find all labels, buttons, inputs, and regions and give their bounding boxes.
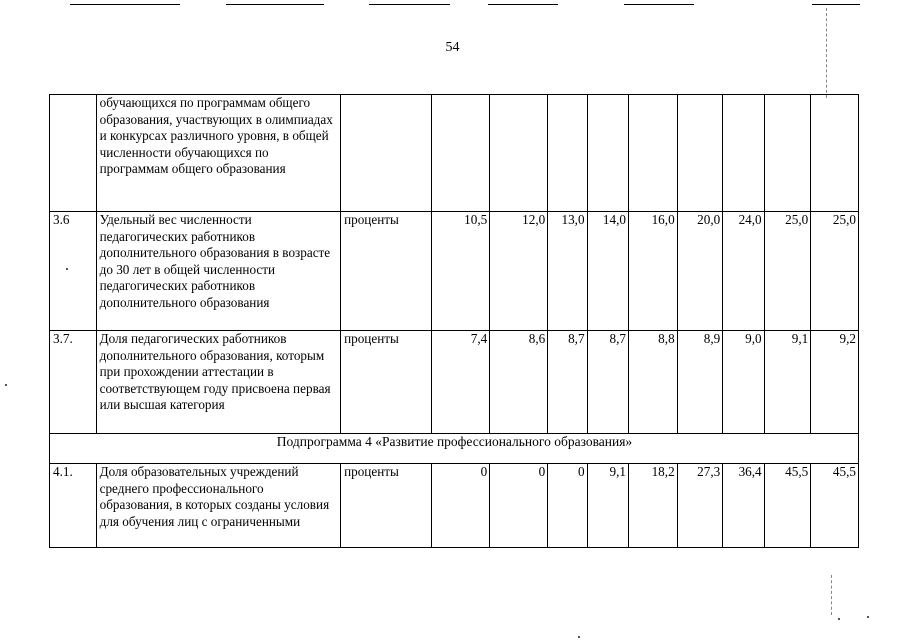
value-cell: 8,8 [628,331,677,434]
value-cell [587,95,628,212]
header-rule-5 [624,4,694,5]
subprogram-header-row [50,434,859,464]
value-cell: 25,0 [811,212,859,331]
value-cell [677,95,723,212]
value-cell: 14,0 [587,212,628,331]
value-cell: 12,0 [490,212,548,331]
value-cell [811,95,859,212]
table-row [50,212,859,331]
scan-artifact-line [826,8,827,98]
value-cell: 25,0 [764,212,811,331]
scan-artifact-dot [867,616,869,618]
indicators-table [49,94,859,548]
value-cell: 16,0 [628,212,677,331]
row-code: 3.7. [50,331,97,434]
value-cell: 8,6 [490,331,548,434]
value-cell [432,95,490,212]
scan-artifact-line [831,575,832,615]
header-rule-2 [226,4,324,5]
header-rule-4 [488,4,558,5]
row-unit [341,95,432,212]
value-cell: 24,0 [723,212,764,331]
value-cell: 36,4 [723,464,764,548]
value-cell: 0 [490,464,548,548]
value-cell: 10,5 [432,212,490,331]
value-cell [548,95,587,212]
value-cell: 9,1 [764,331,811,434]
row-name: обучающихся по программам общего образования, участвующих в олимпиадах и конкурсах различного уровня, в общей численности обучающихся по программам общего образования [96,95,340,212]
row-name: Удельный вес численности педагогических работников дополнительного образования в возрасте до 30 лет в общей численности педагогических работников дополнительного образования [96,212,340,331]
page-number: 54 [445,40,460,55]
scan-artifact-dot [578,636,580,638]
row-unit: проценты [341,331,432,434]
value-cell: 8,7 [548,331,587,434]
value-cell: 0 [432,464,490,548]
header-rule-3 [369,4,450,5]
value-cell: 7,4 [432,331,490,434]
value-cell: 27,3 [677,464,723,548]
value-cell [764,95,811,212]
value-cell [723,95,764,212]
table-row [50,464,859,548]
value-cell: 9,0 [723,331,764,434]
value-cell: 45,5 [764,464,811,548]
value-cell: 45,5 [811,464,859,548]
header-rule-1 [70,4,180,5]
subprogram-title: Подпрограмма 4 «Развитие профессионального образования» [50,434,859,464]
row-name: Доля образовательных учреждений среднего профессионального образования, в которых созданы условия для обучения лиц с ограниченными [96,464,340,548]
value-cell: 0 [548,464,587,548]
row-code: 4.1. [50,464,97,548]
value-cell: 8,9 [677,331,723,434]
scan-artifact-dot [66,268,68,270]
row-code [50,95,97,212]
value-cell: 8,7 [587,331,628,434]
row-unit: проценты [341,464,432,548]
header-rule-6 [812,4,860,5]
row-unit: проценты [341,212,432,331]
row-name: Доля педагогических работников дополнительного образования, которым при прохождении аттестации в соответствующем году присвоена первая или высшая категория [96,331,340,434]
value-cell: 13,0 [548,212,587,331]
table-row [50,331,859,434]
value-cell [628,95,677,212]
scan-artifact-dot [838,618,840,620]
table-row [50,95,859,212]
row-code: 3.6 [50,212,97,331]
value-cell [490,95,548,212]
scan-artifact-dot [5,384,7,386]
value-cell: 9,1 [587,464,628,548]
value-cell: 9,2 [811,331,859,434]
value-cell: 18,2 [628,464,677,548]
value-cell: 20,0 [677,212,723,331]
